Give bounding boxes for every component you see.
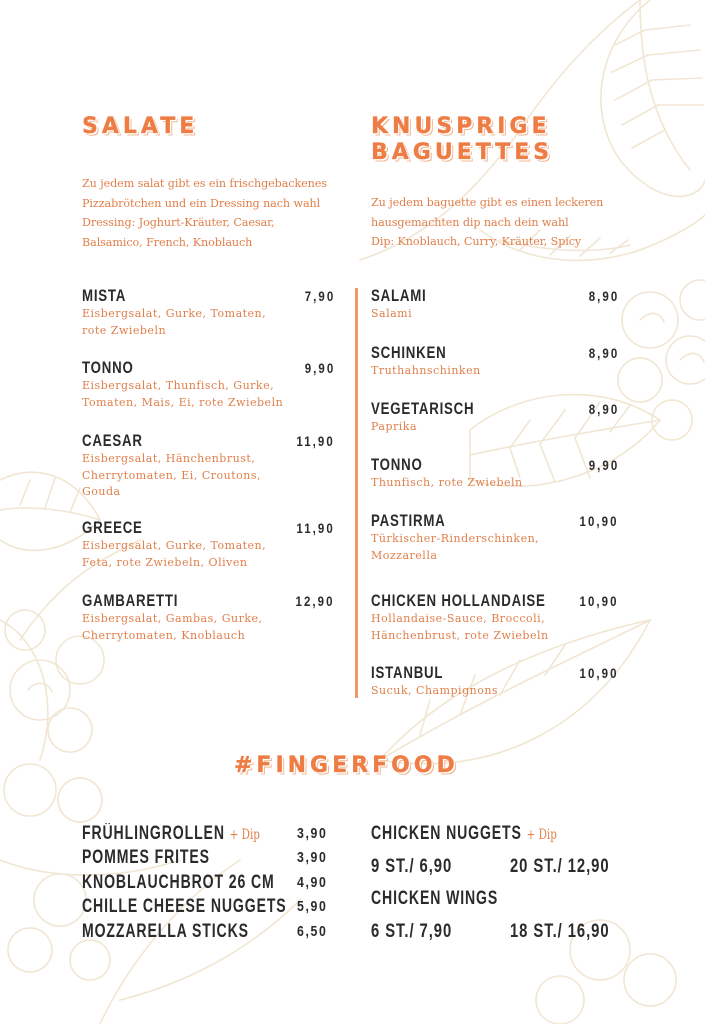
item-price: 11,90 [296, 433, 335, 449]
item-price: 6,50 [297, 923, 328, 940]
item-name: TONNO [371, 455, 423, 474]
item-price: 7,90 [304, 288, 335, 304]
item-name: KNOBLAUCHBROT 26 CM [82, 872, 275, 893]
salate-intro-line: Balsamico, French, Knoblauch [82, 235, 253, 249]
item-description: Eisbergsalat, Hänchenbrust, Cherrytomaten, Ei, Croutons, Gouda [82, 452, 261, 498]
item-price: 10,90 [580, 665, 619, 681]
salate-item-caesar [82, 431, 335, 501]
dip-note: + Dip [526, 827, 557, 843]
baguette-item-schinken [371, 343, 619, 380]
baguette-item-tonno [371, 455, 619, 492]
item-name: VEGETARISCH [371, 399, 475, 418]
item-description: Truthahnschinken [371, 364, 481, 377]
fingerfood-item-fruehlingrollen [82, 822, 322, 847]
baguette-item-pastirma [371, 511, 619, 564]
item-price: 5,90 [297, 898, 328, 915]
baguettes-intro-line: Dip: Knoblauch, Curry, Kräuter, Spicy [371, 235, 582, 248]
column-divider [355, 288, 358, 698]
item-name: GREECE [82, 518, 143, 537]
salate-item-greece [82, 518, 335, 571]
baguette-item-salami [371, 286, 619, 323]
salate-heading: SALATE [82, 114, 199, 139]
fingerfood-item-mozzarella-sticks [82, 920, 308, 944]
item-description: Salami [371, 307, 413, 320]
salate-intro-line: Pizzabrötchen und ein Dressing nach wahl [82, 196, 321, 210]
item-price: 8,90 [588, 345, 619, 361]
item-price: 4,90 [297, 874, 328, 891]
item-price: 10,90 [580, 513, 619, 529]
item-price: 3,90 [297, 849, 328, 866]
item-price: 11,90 [296, 520, 335, 536]
item-description: Paprika [371, 420, 418, 433]
baguettes-intro [371, 193, 651, 252]
item-name: TONNO [82, 358, 134, 377]
salate-item-gambaretti [82, 591, 335, 644]
item-name: CHILLE CHEESE NUGGETS [82, 896, 287, 917]
item-description: Sucuk, Champignons [371, 684, 499, 697]
baguettes-heading-line: KNUSPRIGE [371, 114, 551, 139]
item-price: 9,90 [304, 360, 335, 376]
fingerfood-item-pommes-frites [82, 846, 255, 870]
item-name: POMMES FRITES [82, 847, 210, 868]
item-name: CAESAR [82, 431, 143, 450]
baguette-item-vegetarisch [371, 399, 619, 436]
item-price: 10,90 [580, 593, 619, 609]
item-description: Eisbergsalat, Gurke, Tomaten, rote Zwiebeln [82, 307, 267, 337]
item-price: 8,90 [588, 288, 619, 304]
chicken-wings-small-option: 6 ST./ 7,90 [371, 921, 453, 942]
item-name: CHICKEN WINGS [371, 888, 499, 909]
chicken-nuggets-large-option: 20 ST./ 12,90 [510, 856, 610, 877]
item-price: 8,90 [588, 401, 619, 417]
item-name: GAMBARETTI [82, 591, 179, 610]
salate-intro [82, 174, 352, 252]
salate-item-tonno [82, 358, 335, 411]
salate-item-mista [82, 286, 335, 339]
item-name: CHICKEN NUGGETS + Dip [371, 823, 557, 844]
item-description: Thunfisch, rote Zwiebeln [371, 476, 523, 489]
item-name: MISTA [82, 286, 127, 305]
item-name: SCHINKEN [371, 343, 447, 362]
dip-note: + Dip [229, 827, 260, 843]
item-price: 12,90 [296, 593, 335, 609]
baguette-item-chicken-hollandaise [371, 591, 619, 644]
item-description: Eisbergsalat, Gurke, Tomaten, Feta, rote Zwiebeln, Oliven [82, 539, 267, 569]
baguettes-intro-line: hausgemachten dip nach dein wahl [371, 215, 569, 229]
item-description: Eisbergsalat, Thunfisch, Gurke, Tomaten, Mais, Ei, rote Zwiebeln [82, 379, 284, 409]
fingerfood-item-chicken-nuggets [371, 822, 622, 847]
item-name: ISTANBUL [371, 663, 444, 682]
item-description: Eisbergsalat, Gambas, Gurke, Cherrytomaten, Knoblauch [82, 612, 263, 642]
fingerfood-item-chicken-wings [371, 887, 543, 911]
salate-intro-line: Dressing: Joghurt-Kräuter, Caesar, [82, 216, 275, 229]
item-name: CHICKEN HOLLANDAISE [371, 591, 546, 610]
chicken-wings-large-option: 18 ST./ 16,90 [510, 921, 610, 942]
baguette-item-istanbul [371, 663, 619, 700]
baguettes-heading-line: BAGUETTES [371, 140, 554, 165]
chicken-nuggets-small-option: 9 ST./ 6,90 [371, 856, 453, 877]
item-description: Türkischer-Rinderschinken, Mozzarella [371, 532, 540, 562]
item-name: MOZZARELLA STICKS [82, 921, 249, 942]
item-price: 9,90 [588, 457, 619, 473]
item-description: Hollandaise-Sauce, Broccoli, Hänchenbrust, rote Zwiebeln [371, 612, 549, 642]
salate-intro-line: Zu jedem salat gibt es ein frischgebackenes [82, 177, 327, 190]
baguettes-intro-line: Zu jedem baguette gibt es einen leckeren [371, 196, 604, 209]
item-price: 3,90 [297, 825, 328, 842]
baguettes-heading [371, 114, 553, 166]
fingerfood-heading: #FINGERFOOD [234, 753, 459, 778]
item-name: FRÜHLINGROLLEN + Dip [82, 823, 260, 844]
item-name: PASTIRMA [371, 511, 446, 530]
item-name: SALAMI [371, 286, 427, 305]
